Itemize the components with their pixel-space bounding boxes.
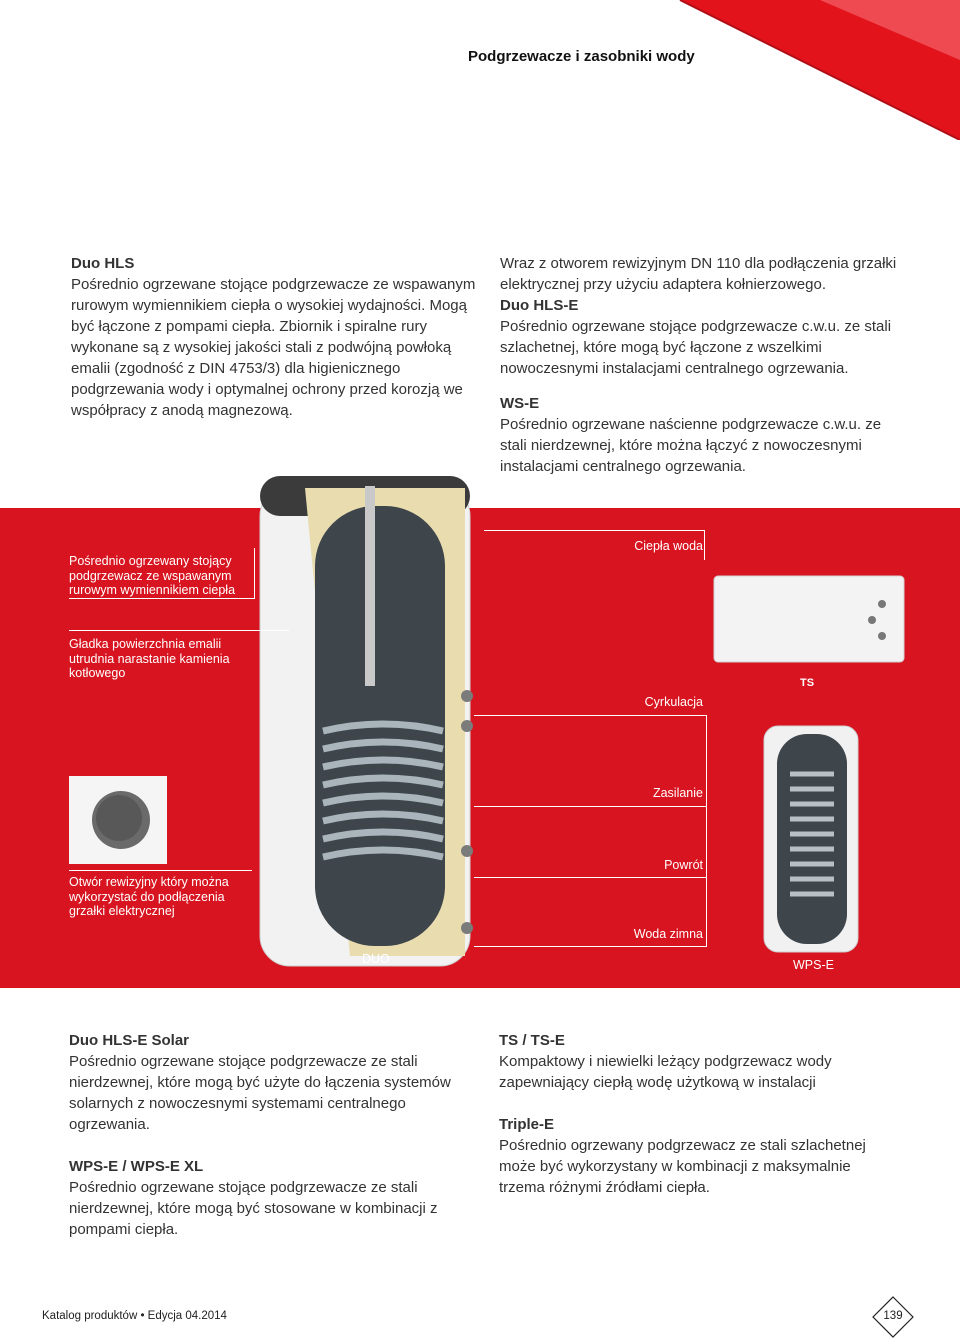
- ts-tank-image: [712, 574, 910, 666]
- label-hot-water: Ciepła woda: [634, 539, 703, 553]
- caption-ts: TS: [800, 677, 815, 689]
- callout-line-enamel: [69, 630, 289, 631]
- ts-ts-e-heading: TS / TS-E: [499, 1032, 565, 1049]
- callout-line-cold-water: [474, 946, 706, 947]
- bottom-right-column: [499, 1030, 899, 1198]
- callout-line-inspection: [69, 870, 252, 871]
- label-return: Powrót: [664, 858, 703, 872]
- wps-e-heading: WPS-E / WPS-E XL: [69, 1158, 204, 1175]
- wps-e-tank-image: [762, 724, 860, 956]
- callout-line-hot-water: [484, 530, 704, 531]
- header-red-triangles: [560, 0, 960, 140]
- label-supply: Zasilanie: [652, 786, 703, 800]
- triple-e-heading: Triple-E: [499, 1116, 555, 1133]
- duo-hls-heading: Duo HLS: [71, 255, 135, 272]
- triple-e-body: Pośrednio ogrzewany podgrzewacz ze stali szlachetnej może być wykorzystany w kombinacji z maksymalnie trzema różnymi źródłami ciepła.: [499, 1137, 866, 1196]
- label-inspection-opening: Otwór rewizyjny który można wykorzystać do podłączenia grzałki elektrycznej: [69, 875, 229, 918]
- duo-hls-e-heading: Duo HLS-E: [500, 297, 579, 314]
- callout-line-exchanger: [69, 598, 254, 599]
- caption-duo: DUO: [362, 952, 390, 966]
- label-enamel: Gładka powierzchnia emalii utrudnia narastanie kamienia kotłowego: [69, 637, 230, 680]
- footer-catalog: Katalog produktów • Edycja 04.2014: [42, 1310, 227, 1322]
- ws-e-body: Pośrednio ogrzewane naścienne podgrzewacze c.w.u. ze stali nierdzewnej, które można łączyć z nowoczesnymi instalacjami centralnego ogrzewania.: [500, 416, 882, 475]
- duo-hls-e-solar-body: Pośrednio ogrzewane stojące podgrzewacze ze stali nierdzewnej, które mogą być użyte do łączenia systemów solarnych z nowoczesnymi systemami centralnego ogrzewania.: [69, 1053, 451, 1133]
- caption-wps-e: WPS-E: [793, 958, 834, 972]
- chapter-number: 6: [797, 73, 835, 104]
- ts-ts-e-body: Kompaktowy i niewielki leżący podgrzewacz wody zapewniający ciepłą wodę użytkową w instalacji: [499, 1053, 832, 1091]
- duo-hls-body: Pośrednio ogrzewane stojące podgrzewacze ze wspawanym rurowym wymiennikiem ciepła o wysokiej wydajności. Mogą być łączone z pompami ciepła. Zbiornik i spiralne rury wykonane są z wysokiej jakości stali z podwójną powłoką emalii (zgodność z DIN 4753/3) dla higienicznego podgrzewania wody i optymalnej ochrony przed korozją we współpracy z anodą magnezową.: [71, 276, 476, 419]
- wps-e-body: Pośrednio ogrzewane stojące podgrzewacze ze stali nierdzewnej, które mogą być stosowane w kombinacji z pompami ciepła.: [69, 1179, 438, 1238]
- callout-line-supply: [474, 806, 706, 807]
- bottom-left-column: [69, 1030, 469, 1240]
- section-title: Podgrzewacze i zasobniki wody: [468, 48, 695, 65]
- callout-line-circulation: [474, 715, 706, 716]
- flange-icon: [69, 776, 167, 864]
- ws-e-heading: WS-E: [500, 395, 540, 412]
- intro-duo-hls: [71, 253, 481, 421]
- page-number: 139: [883, 1310, 903, 1322]
- duo-hls-e-solar-heading: Duo HLS-E Solar: [69, 1032, 190, 1049]
- callout-line-return: [474, 877, 706, 878]
- label-heat-exchanger: Pośrednio ogrzewany stojący podgrzewacz ze wspawanym rurowym wymiennikiem ciepła: [69, 554, 236, 597]
- callout-line-hot-water-vertical: [704, 530, 705, 560]
- callout-line-exchanger-vertical: [254, 548, 255, 599]
- inspection-opening-text: Wraz z otworem rewizyjnym DN 110 dla podłączenia grzałki elektrycznej przy użyciu adaptera kołnierzowego.: [500, 255, 897, 293]
- callout-line-right-vertical: [706, 715, 707, 947]
- label-circulation: Cyrkulacja: [644, 695, 703, 709]
- intro-right-column: [500, 253, 900, 477]
- duo-tank-cutaway-image: [255, 466, 495, 976]
- label-cold-water: Woda zimna: [633, 927, 703, 941]
- inspection-flange-image: [69, 776, 167, 864]
- duo-hls-e-body: Pośrednio ogrzewane stojące podgrzewacze c.w.u. ze stali szlachetnej, które mogą być łączone z wszelkimi nowoczesnymi instalacjami centralnego ogrzewania.: [500, 318, 892, 377]
